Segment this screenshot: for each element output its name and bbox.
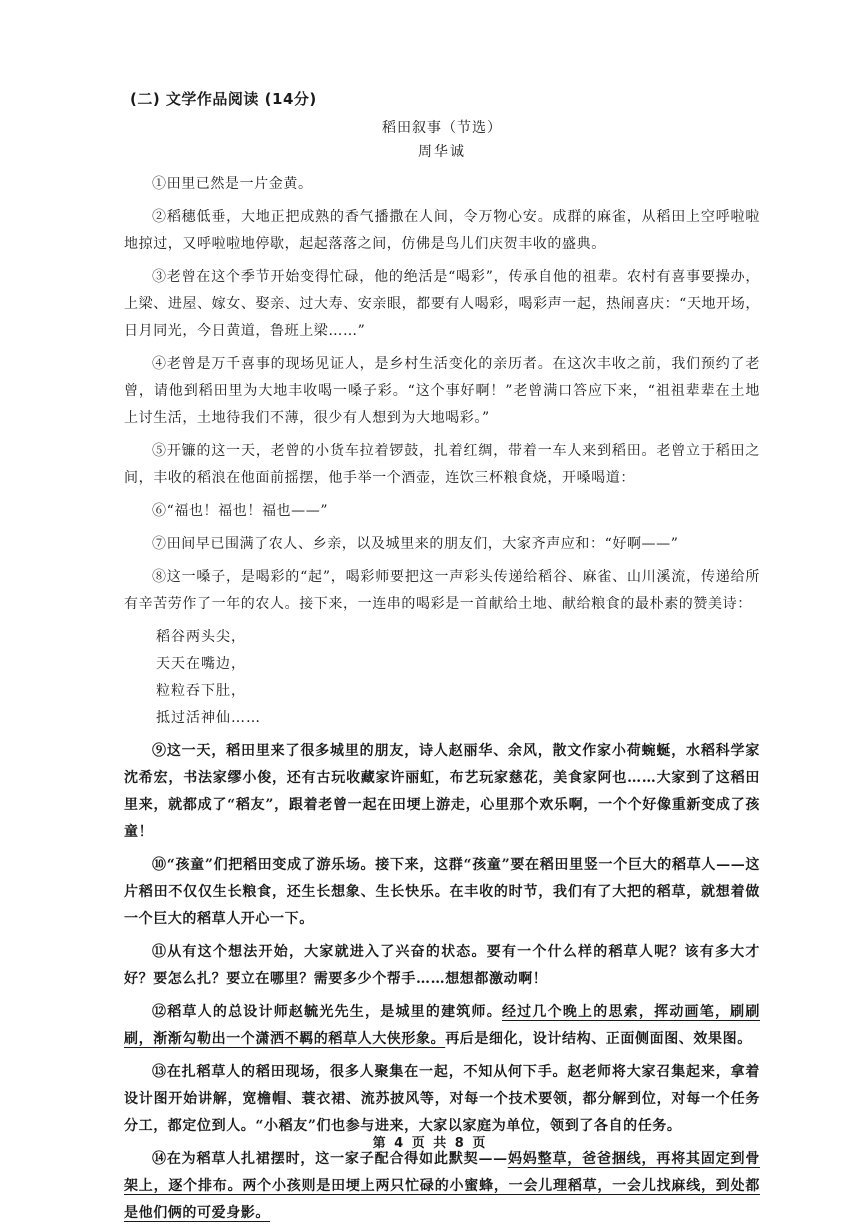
article-title: 稻田叙事（节选） [382, 120, 502, 136]
section-heading: (二) 文学作品阅读 (14分) [130, 90, 317, 108]
poem-line: 粒粒吞下肚， [156, 683, 246, 699]
paragraph-4: ④老曾是万千喜事的现场见证人，是乡村生活变化的亲历者。在这次丰收之前，我们预约了老曾，请他到稻田里为大地丰收喝一嗓子彩。“这个事好啊！”老曾满口答应下来，“祖祖辈辈在土地上讨生活，土地待我们不薄，很少有人想到为大地喝彩。” [124, 356, 760, 426]
paragraph-7: ⑦田间早已围满了农人、乡亲，以及城里来的朋友们，大家齐声应和：“好啊——” [152, 536, 679, 552]
paragraph-14-underlined: 妈妈整草，爸爸捆线，再将其固定到骨架上，逐个排布。两个小孩则是田埂上两只忙碌的小蜜蜂，一会儿理稻草，一会儿找麻线，到处都是他们俩的可爱身影。 [124, 1151, 760, 1221]
paragraph-2: ②稻穗低垂，大地正把成熟的香气播撒在人间，令万物心安。成群的麻雀，从稻田上空呼啦啦地掠过，又呼啦啦地停歇，起起落落之间，仿佛是鸟儿们庆贺丰收的盛典。 [124, 209, 760, 252]
poem-line: 稻谷两头尖， [156, 629, 246, 645]
paragraph-12 [124, 999, 760, 1053]
paragraph-6: ⑥“福也！福也！福也——” [152, 503, 329, 519]
paragraph-14 [124, 1146, 760, 1227]
paragraph-5: ⑤开镰的这一天，老曾的小货车拉着锣鼓，扎着红绸，带着一车人来到稻田。老曾立于稻田之间，丰收的稻浪在他面前摇摆，他手举一个酒壶，连饮三杯粮食烧，开嗓喝道： [124, 443, 760, 486]
paragraph-14-start: ⑭在为稻草人扎裙摆时，这一家子配合得如此默契—— [152, 1151, 508, 1167]
paragraph-13: ⑬在扎稻草人的稻田现场，很多人聚集在一起，不知从何下手。赵老师将大家召集起来，拿着设计图开始讲解，宽檐帽、蓑衣裙、流苏披风等，对每一个技术要领，都分解到位，对每一个任务分工，都定位到人。“小稻友”们也参与进来，大家以家庭为单位，领到了各自的任务。 [124, 1064, 760, 1134]
poem-line: 天天在嘴边， [156, 656, 246, 672]
paragraph-1: ①田里已然是一片金黄。 [152, 176, 313, 192]
paragraph-12-end: 再后是细化，设计结构、正面侧面图、效果图。 [445, 1031, 752, 1047]
paragraph-12-underlined: 经过几个晚上的思索，挥动画笔，刷刷刷，渐渐勾勒出一个潇洒不羁的稻草人大侠形象。 [124, 1004, 760, 1047]
poem-line: 抵过活神仙…… [156, 710, 261, 726]
poem [124, 624, 760, 732]
paragraph-8: ⑧这一嗓子，是喝彩的“起”，喝彩师要把这一声彩头传递给稻谷、麻雀、山川溪流，传递给所有辛苦劳作了一年的农人。接下来，一连串的喝彩是一首献给土地、献给粮食的最朴素的赞美诗： [124, 569, 760, 612]
paragraph-11: ⑪从有这个想法开始，大家就进入了兴奋的状态。要有一个什么样的稻草人呢？该有多大才好？要怎么扎？要立在哪里？需要多少个帮手……想想都激动啊！ [124, 944, 760, 987]
paragraph-3: ③老曾在这个季节开始变得忙碌，他的绝活是“喝彩”，传承自他的祖辈。农村有喜事要操办，上梁、进屋、嫁女、娶亲、过大寿、安亲眼，都要有人喝彩，喝彩声一起，热闹喜庆：“天地开场，日月同光，今日黄道，鲁班上梁……” [124, 269, 760, 339]
article-author: 周华诚 [418, 144, 466, 160]
paragraph-9: ⑨这一天，稻田里来了很多城里的朋友，诗人赵丽华、余风，散文作家小荷蜿蜒，水稻科学家沈希宏，书法家缪小俊，还有古玩收藏家许丽虹，布艺玩家慈花，美食家阿也……大家到了这稻田里来，就都成了“稻友”，跟着老曾一起在田埂上游走，心里那个欢乐啊，一个个好像重新变成了孩童！ [124, 743, 760, 840]
paragraph-12-start: ⑫稻草人的总设计师赵毓光先生，是城里的建筑师。 [152, 1004, 502, 1020]
paragraph-10: ⑩“孩童”们把稻田变成了游乐场。接下来，这群“孩童”要在稻田里竖一个巨大的稻草人——这片稻田不仅仅生长粮食，还生长想象、生长快乐。在丰收的时节，我们有了大把的稻草，就想着做一个巨大的稻草人开心一下。 [124, 857, 760, 927]
page-footer: 第 4 页 共 8 页 [372, 1136, 488, 1151]
